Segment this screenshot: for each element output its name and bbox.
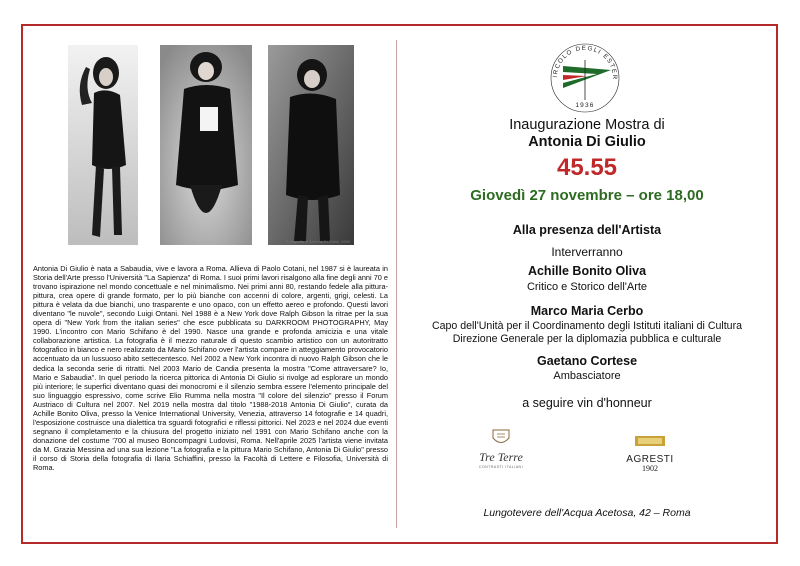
logo-year: 1936 xyxy=(575,102,595,109)
speaker-name: Marco Maria Cerbo xyxy=(530,304,644,318)
sponsor-tre-terre xyxy=(466,428,536,476)
speaker-role: Ambasciatore xyxy=(553,370,621,382)
sponsor-agresti-name: AGRESTI xyxy=(626,454,674,465)
sponsor-agresti xyxy=(622,434,678,476)
speaker-role: Capo dell'Unità per il Coordinamento degli Istituti italiani di Cultura xyxy=(432,320,742,332)
photo-3 xyxy=(268,45,354,245)
speaker-name: Achille Bonito Oliva xyxy=(527,264,647,278)
photo-1 xyxy=(68,45,138,245)
artist-biography: Antonia Di Giulio è nata a Sabaudia, vive e lavora a Roma. Allieva di Paolo Cotani, nel 1987 si è laureata in Storia dell'Arte presso l'Università "La Sapienza" di Roma. I suoi primi lavori risalgono alla fine degli anni 70 e trovano ispirazione nel mondo concettuale e nel minimalismo. Nei primi anni 80, restando fedele alla pittura-pittura, crea opere di grande formato, per lo più bianche con accenni di colore, argenti, grigi, celesti. La pittura è velata da due bianchi, uno trasparente e uno opaco, con un effetto aereo e profondo. Questi lavori diventano "le nuvole", secondo Luigi Ontani. Nel 1988 è a New York dove Ralph Gibson la ritrae per la sua opera di "New York from the italian series" che esce pubblicata su DARKROOM PHOTOGRAPHY, May 1990. L'incontro con Mario Schifano è del 1990. Nasce una grande e profonda amicizia e una vitale collaborazione artistica. La fotografia è il mezzo naturale di questo scambio artistico con un autoritratto fotografico in bianco e nero realizzato da Mario Schifano over l'artista compare in atteggiamento provocatorio accentuato da un lussuoso abito settecentesco. Nel 2002 a New York incontra di nuovo Ralph Gibson che le dedica la seconda serie di ritratti. Nel 2003 Mario de Candia presenta la mostra "Come attraversare? Io, Mario e Sabaudia". In quel periodo la ricerca pittorica di Antonia Di Giulio si rivolge ad esplorare un mondo più interiore; le superfici diventano quasi dei monocromi e il silenzio sembra essere l'elemento principale del suo linguaggio espressivo, come scrive Elio Rumma nella mostra "Il colore del silenzio" presso il Forum Austriaco di Cultura nel 2007. Nel 2019 nella mostra dal titolo "1988-2018 Antonia Di Giulio", curata da Achille Bonito Oliva, presso la Venice International University, Venezia, attraverso 14 fotografie e 14 quadri, l'esposizione costruisce una dialettica tra sguardi fotografici e riflessi pittorici. Nel 2023 e nel 2024 due eventi segnano il completamento e la chiusura del progetto iniziato nel 1991 con Mario Schifano anche con la donazione del costume '700 al museo Boncompagni Ludovisi, Roma. Nell'aprile 2025 l'artista viene invitata da M. Grazia Messina ad una sua lezione "La fotografia e la pittura Mario Schifano, Antonia Di Giulio" presso il corso di Storia della fotografia di Ilaria Schiaffini, presso la Facoltà di Lettere e Filosofia, Università di Roma. xyxy=(33,264,388,473)
speaker-role: Direzione Generale per la diplomazia pubblica e culturale xyxy=(452,333,722,345)
crest-icon xyxy=(490,428,512,448)
event-date: Giovedì 27 novembre – ore 18,00 xyxy=(470,187,704,204)
agresti-emblem-icon xyxy=(633,434,667,448)
inauguration-label: Inaugurazione Mostra di xyxy=(509,117,665,133)
column-divider xyxy=(396,40,397,528)
logo-text: IRCOLO DEGLI ESTER xyxy=(551,44,619,81)
photo-2 xyxy=(160,45,252,245)
artist-presence: Alla presenza dell'Artista xyxy=(512,223,662,237)
speakers-heading: Interverranno xyxy=(551,245,623,259)
sponsor-tre-terre-name: Tre Terre xyxy=(479,450,523,464)
artist-name: Antonia Di Giulio xyxy=(528,134,646,150)
photo-credit: Fotografia di Antonia Di Giulio, 1990 xyxy=(286,239,351,244)
sponsor-tre-terre-subtitle: CONTRASTI ITALIANI xyxy=(478,465,524,469)
venue-address: Lungotevere dell'Acqua Acetosa, 42 – Roma xyxy=(483,507,691,519)
vin-dhonneur: a seguire vin d'honneur xyxy=(522,396,652,410)
circolo-logo xyxy=(545,36,625,116)
exhibition-title: 45.55 xyxy=(556,154,618,181)
sponsor-agresti-year: 1902 xyxy=(642,464,658,473)
pennant-icon xyxy=(563,60,611,100)
speaker-role: Critico e Storico dell'Arte xyxy=(526,281,648,293)
speaker-name: Gaetano Cortese xyxy=(536,354,638,368)
